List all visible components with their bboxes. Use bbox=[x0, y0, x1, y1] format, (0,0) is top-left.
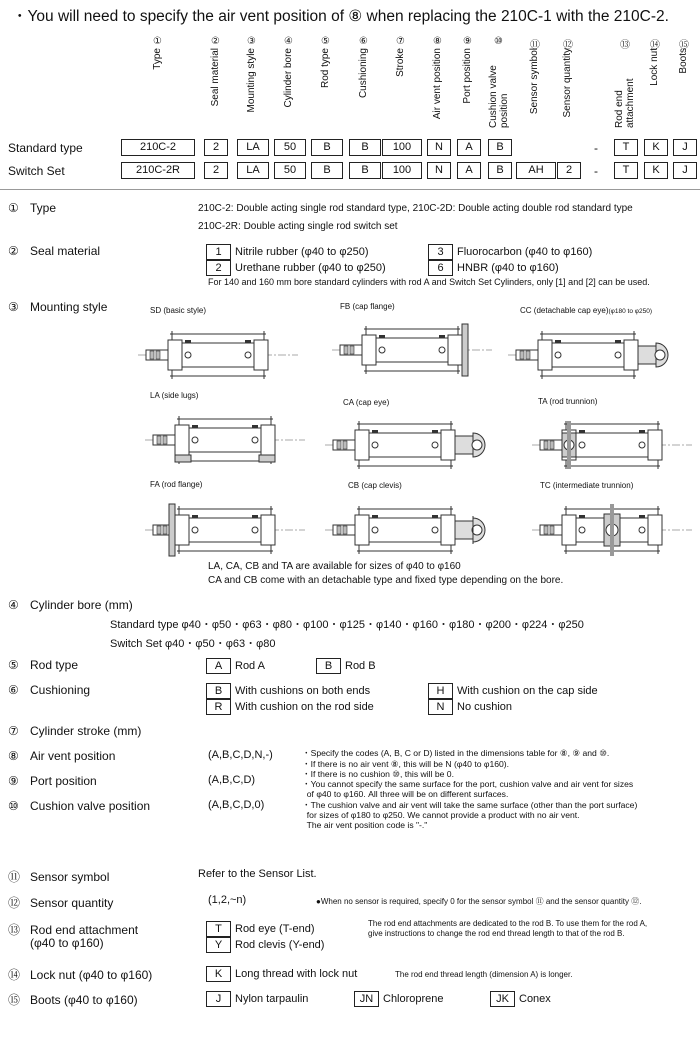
cylinder-drawing-ca bbox=[325, 415, 515, 475]
section-port: ⑨ Port position bbox=[8, 774, 97, 788]
position-notes: ・Specify the codes (A, B, C or D) listed in the dimensions table for ⑧, ⑨ and ⑩. ・If there is no air vent ⑧, this will be N (φ40 to φ160). ・If there is no cushion ⑩, this will be 0. ・You cannot specify the same surface for the port, cushion valve and air vent for sizes of φ40 to φ160. All three will be on different surfaces. ・The cushion valve and air vent will take the same surface (other than the port surface) for sizes of φ180 to φ250. We cannot provide a product with no air vent. The air vent position code is "-." bbox=[302, 748, 638, 831]
code-cell: 100 bbox=[382, 162, 422, 179]
column-label: Type bbox=[152, 48, 163, 70]
cylinder-drawing-sd bbox=[138, 325, 298, 385]
code-cell: 210C-2 bbox=[121, 139, 195, 156]
column-label: Cylinder bore bbox=[283, 48, 294, 108]
code-cell: B bbox=[349, 139, 381, 156]
type-desc-2: 210C-2R: Double acting single rod switch set bbox=[198, 221, 398, 232]
code-cell: 100 bbox=[382, 139, 422, 156]
code-cell: A bbox=[457, 139, 481, 156]
code-cell: B bbox=[488, 139, 512, 156]
column-label: Sensor quantity bbox=[562, 48, 573, 118]
code-cell: LA bbox=[237, 139, 269, 156]
mount-label-ca: CA (cap eye) bbox=[343, 398, 390, 407]
column-number: ⑭ bbox=[650, 40, 660, 51]
mount-label-cb: CB (cap clevis) bbox=[348, 481, 402, 490]
section-lock-nut: ⑭ Lock nut (φ40 to φ160) bbox=[8, 968, 153, 982]
code-cell: A bbox=[457, 162, 481, 179]
column-label: Port position bbox=[462, 48, 473, 104]
column-label: Lock nut bbox=[649, 48, 660, 86]
column-label: Boots bbox=[678, 48, 689, 74]
port-values: (A,B,C,D) bbox=[208, 774, 256, 786]
cylinder-drawing-ta bbox=[532, 415, 692, 475]
cylinder-drawing-cb bbox=[325, 500, 515, 560]
code-cell: 50 bbox=[274, 139, 306, 156]
column-number: ② bbox=[211, 36, 220, 47]
cylinder-drawing-la bbox=[145, 410, 305, 470]
cush-opt-n: N No cushion bbox=[428, 699, 512, 715]
section-seal: ② Seal material bbox=[8, 244, 101, 258]
row-label-switch: Switch Set bbox=[8, 164, 65, 178]
cush-opt-b: B With cushions on both ends bbox=[206, 683, 370, 699]
column-number: ① bbox=[153, 36, 162, 47]
rod-opt-b: B Rod B bbox=[316, 658, 376, 674]
divider bbox=[0, 189, 700, 190]
column-number: ⑫ bbox=[563, 40, 573, 51]
row-label-standard: Standard type bbox=[8, 141, 83, 155]
cylinder-drawing-fb bbox=[332, 320, 492, 380]
section-cushion-valve: ⑩ Cushion valve position bbox=[8, 799, 151, 813]
code-cell: B bbox=[488, 162, 512, 179]
column-number: ③ bbox=[247, 36, 256, 47]
cylinder-drawing-cc bbox=[508, 325, 688, 385]
air-vent-values: (A,B,C,D,N,-) bbox=[208, 749, 273, 761]
section-mounting: ③ Mounting style bbox=[8, 300, 108, 314]
code-cell: J bbox=[673, 162, 697, 179]
mount-note-1: LA, CA, CB and TA are available for sizes of φ40 to φ160 bbox=[208, 561, 461, 572]
section-boots: ⑮ Boots (φ40 to φ160) bbox=[8, 993, 138, 1007]
dash-2: - bbox=[594, 164, 598, 178]
column-number: ⑩ bbox=[494, 36, 503, 47]
column-number: ④ bbox=[284, 36, 293, 47]
rod-opt-a: A Rod A bbox=[206, 658, 265, 674]
rod-end-opt-y: Y Rod clevis (Y-end) bbox=[206, 937, 324, 953]
code-cell: J bbox=[673, 139, 697, 156]
column-number: ⑬ bbox=[620, 40, 630, 51]
sensor-symbol-ref: Refer to the Sensor List. bbox=[198, 868, 317, 880]
code-cell: B bbox=[311, 162, 343, 179]
mount-label-tc: TC (intermediate trunnion) bbox=[540, 481, 634, 490]
section-sensor-qty: ⑫ Sensor quantity bbox=[8, 896, 114, 910]
code-cell: B bbox=[349, 162, 381, 179]
column-label: Seal material bbox=[210, 48, 221, 107]
column-label: Rod type bbox=[320, 48, 331, 89]
boots-opt-jk: JK Conex bbox=[490, 991, 551, 1007]
column-label: Air vent position bbox=[432, 48, 443, 120]
mount-label-fb: FB (cap flange) bbox=[340, 302, 395, 311]
code-cell: K bbox=[644, 162, 668, 179]
page-title: ・You will need to specify the air vent position of ⑧ when replacing the 210C-1 with the 210C-2. bbox=[12, 8, 669, 25]
code-cell: K bbox=[644, 139, 668, 156]
section-cushioning: ⑥ Cushioning bbox=[8, 683, 91, 697]
cylinder-drawing-tc bbox=[532, 500, 692, 560]
boots-opt-jn: JN Chloroprene bbox=[354, 991, 444, 1007]
section-type: ① Type bbox=[8, 201, 57, 215]
cush-opt-r: R With cushion on the rod side bbox=[206, 699, 374, 715]
bore-switch: Switch Set φ40・φ50・φ63・φ80 bbox=[110, 638, 276, 650]
sensor-qty-note: ●When no sensor is required, specify 0 for the sensor symbol ⑪ and the sensor quantity ⑫. bbox=[316, 897, 642, 906]
rod-end-sub: (φ40 to φ160) bbox=[30, 936, 104, 950]
rod-end-note-1: The rod end attachments are dedicated to the rod B. To use them for the rod A, bbox=[368, 919, 648, 928]
mount-label-fa: FA (rod flange) bbox=[150, 480, 203, 489]
mount-label-sd: SD (basic style) bbox=[150, 306, 207, 315]
column-number: ⑪ bbox=[530, 40, 540, 51]
column-label: Cushioning bbox=[358, 48, 369, 99]
code-cell: 50 bbox=[274, 162, 306, 179]
column-label: Mounting style bbox=[246, 48, 257, 113]
column-label: Cushion valve position bbox=[488, 65, 510, 128]
column-number: ⑥ bbox=[359, 36, 368, 47]
seal-note: For 140 and 160 mm bore standard cylinders with rod A and Switch Set Cylinders, only [1] and [2] can be used. bbox=[208, 277, 650, 287]
lock-nut-opt-k: K Long thread with lock nut bbox=[206, 966, 357, 982]
type-desc-1: 210C-2: Double acting single rod standard type, 210C-2D: Double acting double rod standard type bbox=[198, 203, 633, 214]
section-rod: ⑤ Rod type bbox=[8, 658, 79, 672]
code-cell: N bbox=[427, 162, 451, 179]
section-sensor-symbol: ⑪ Sensor symbol bbox=[8, 870, 110, 884]
code-cell: 2 bbox=[204, 139, 228, 156]
sensor-qty-values: (1,2,~n) bbox=[208, 894, 247, 906]
cylinder-drawing-fa bbox=[145, 500, 305, 560]
code-cell: 210C-2R bbox=[121, 162, 195, 179]
seal-opt-3: 3 Fluorocarbon (φ40 to φ160) bbox=[428, 244, 592, 260]
rod-end-note-2: give instructions to change the rod end thread length to that of the rod B. bbox=[368, 929, 625, 938]
boots-opt-j: J Nylon tarpaulin bbox=[206, 991, 308, 1007]
code-cell: AH bbox=[516, 162, 556, 179]
section-stroke: ⑦ Cylinder stroke (mm) bbox=[8, 724, 142, 738]
code-cell: LA bbox=[237, 162, 269, 179]
lock-nut-note: The rod end thread length (dimension A) is longer. bbox=[395, 970, 573, 979]
column-number: ⑤ bbox=[321, 36, 330, 47]
code-cell: T bbox=[614, 162, 638, 179]
seal-opt-2: 2 Urethane rubber (φ40 to φ250) bbox=[206, 260, 386, 276]
mount-label-la: LA (side lugs) bbox=[150, 391, 199, 400]
column-number: ⑨ bbox=[463, 36, 472, 47]
column-label: Stroke bbox=[395, 48, 406, 77]
seal-opt-4: 6 HNBR (φ40 to φ160) bbox=[428, 260, 559, 276]
code-cell: 2 bbox=[557, 162, 581, 179]
rod-end-opt-t: T Rod eye (T-end) bbox=[206, 921, 314, 937]
cushion-valve-values: (A,B,C,D,0) bbox=[208, 799, 265, 811]
mount-label-ta: TA (rod trunnion) bbox=[538, 397, 598, 406]
section-bore: ④ Cylinder bore (mm) bbox=[8, 598, 133, 612]
dash-1: - bbox=[594, 141, 598, 155]
column-number: ⑧ bbox=[433, 36, 442, 47]
column-number: ⑦ bbox=[396, 36, 405, 47]
mount-label-cc: CC (detachable cap eye)(φ180 to φ250) bbox=[520, 306, 652, 315]
section-air-vent: ⑧ Air vent position bbox=[8, 749, 116, 763]
code-cell: B bbox=[311, 139, 343, 156]
column-number: ⑮ bbox=[679, 40, 689, 51]
cush-opt-h: H With cushion on the cap side bbox=[428, 683, 598, 699]
bore-standard: Standard type φ40・φ50・φ63・φ80・φ100・φ125・φ140・φ160・φ180・φ200・φ224・φ250 bbox=[110, 619, 584, 631]
code-cell: 2 bbox=[204, 162, 228, 179]
mount-note-2: CA and CB come with an detachable type and fixed type depending on the bore. bbox=[208, 575, 564, 586]
column-label: Rod end attachment bbox=[614, 78, 636, 128]
section-rod-end: ⑬ Rod end attachment bbox=[8, 923, 139, 937]
column-label: Sensor symbol bbox=[529, 48, 540, 115]
seal-opt-1: 1 Nitrile rubber (φ40 to φ250) bbox=[206, 244, 369, 260]
code-cell: N bbox=[427, 139, 451, 156]
code-cell: T bbox=[614, 139, 638, 156]
